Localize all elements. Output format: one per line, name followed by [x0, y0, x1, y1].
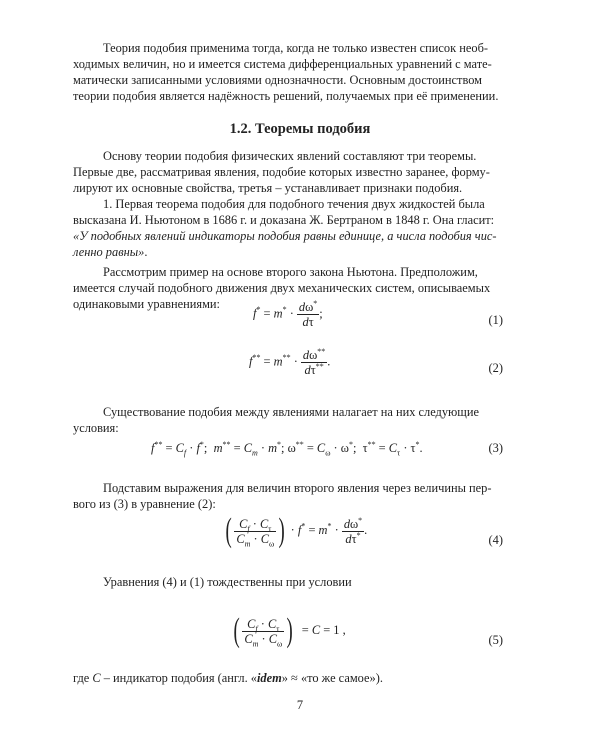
- theorem-quote: «У подобных явлений индикаторы подобия равны единице, а числа подобия чис-: [73, 229, 497, 243]
- text-line: высказана И. Ньютоном в 1686 г. и доказана Ж. Бертраном в 1848 г. Она гласит:: [73, 213, 495, 227]
- where-paragraph: [73, 670, 503, 686]
- text-line: теории подобия является надёжность решений, получаемых при её применении.: [73, 89, 499, 103]
- equation-body: f* = m* · $\frac{d\omega^*}{d\tau}$ ;: [253, 298, 323, 329]
- text-line: ходимых величин, но и имеется система дифференциальных уравнений с мате-: [73, 57, 492, 71]
- equation-body: f** = m** · $\frac{d\omega^{**}}{d\tau^{**}}$ .: [249, 346, 331, 377]
- equation-number: (5): [488, 633, 503, 647]
- text-line: Существование подобия между явлениями налагает на них следующие: [103, 405, 479, 419]
- text-line: вого из (3) в уравнение (2):: [73, 497, 216, 511]
- theorem-quote: ленно равны»: [73, 245, 145, 259]
- equation-number: (4): [488, 533, 503, 547]
- text-line: Подставим выражения для величин второго явления через величины пер-: [103, 481, 492, 495]
- text-line: Рассмотрим пример на основе второго закона Ньютона. Предположим,: [103, 265, 478, 279]
- equation-number: (1): [488, 313, 503, 327]
- text-line: Основу теории подобия физических явлений составляют три теоремы.: [103, 149, 477, 163]
- first-theorem-paragraph: [73, 196, 503, 260]
- equation-4: [73, 514, 503, 564]
- conditions-paragraph: [73, 404, 503, 436]
- equation-body: ( $\frac{C_f \cdot C_\tau}{C_m \cdot C_\omega}$ ) = C = 1 ,: [233, 612, 346, 649]
- substitute-paragraph: [73, 480, 503, 512]
- intro-paragraph: [73, 40, 503, 104]
- equation-number: (2): [488, 361, 503, 375]
- text-line: 1. Первая теорема подобия для подобного течения двух жидкостей была: [103, 197, 485, 211]
- equation-body: $f^{**} = C_f \cdot f^*$; $m^{**} = C_m \cdot m^*$; $\omega^{**} = C_\omega \cdot \omega^*$; $\tau^{**} = C_\tau \cdot \tau^*$.: [151, 439, 423, 458]
- text-line: Уравнения (4) и (1) тождественны при условии: [103, 575, 352, 589]
- text-line: одинаковыми уравнениями:: [73, 297, 220, 311]
- equation-number: (3): [488, 441, 503, 455]
- equation-1: [73, 300, 503, 340]
- text-line: Первые две, рассматривая явления, подобие которых известно заранее, форму-: [73, 165, 490, 179]
- text-line: лируют их основные свойства, третья – устанавливает признаки подобия.: [73, 181, 463, 195]
- text-segment: где: [73, 671, 93, 685]
- text-line: матически записанными условиями однозначности. Основным достоинством: [73, 73, 483, 87]
- basis-paragraph: [73, 148, 503, 196]
- text-line: условия:: [73, 421, 119, 435]
- equation-3: [73, 440, 503, 480]
- equation-2: [73, 348, 503, 388]
- equation-5: [73, 614, 503, 664]
- symbol: C: [92, 671, 101, 685]
- latin-word: idem: [256, 671, 282, 685]
- text-line: имеется случай подобного движения двух механических систем, описываемых: [73, 281, 491, 295]
- identical-paragraph: [73, 574, 503, 590]
- section-heading: 1.2. Теоремы подобия: [229, 121, 371, 137]
- text-line: Теория подобия применима тогда, когда не только известен список необ-: [103, 41, 489, 55]
- text-line: .: [144, 245, 148, 259]
- text-segment: » ≈ «то же самое»).: [281, 671, 383, 685]
- page-number: 7: [296, 698, 304, 712]
- text-segment: – индикатор подобия (англ. «: [100, 671, 257, 685]
- equation-body: ( $\frac{C_f \cdot C_\tau}{C_m \cdot C_\omega}$ ) · f* = m* · $\frac{d\omega^*}{d\tau^*}$ .: [225, 512, 368, 549]
